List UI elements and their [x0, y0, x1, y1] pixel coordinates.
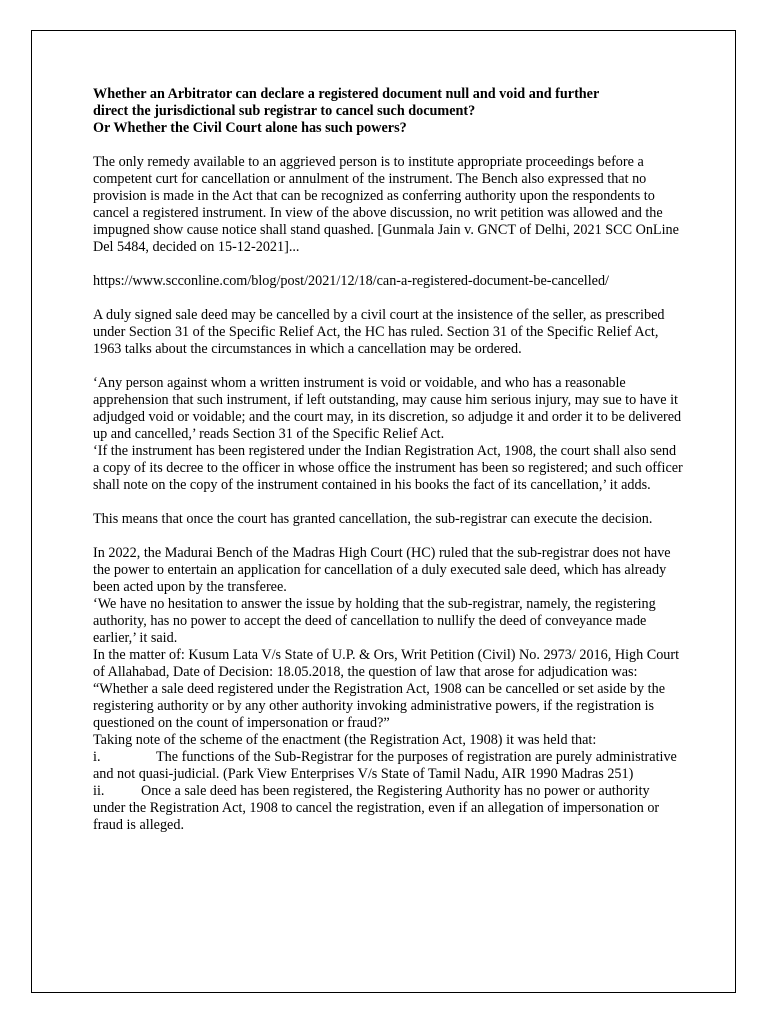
paragraph-sale-deed: A duly signed sale deed may be cancelled by a civil court at the insistence of the seller, as prescribed under Section 31 of the Specific Relief Act, the HC has ruled. Section 31 of the Specific Relief Act, 1963 talks about the circumstances in which a cancellation may be ordered. — [93, 307, 665, 357]
list-marker: i. — [93, 749, 101, 765]
heading-line-2: direct the jurisdictional sub registrar to cancel such document? — [93, 103, 476, 119]
paragraph-remedy: The only remedy available to an aggrieved person is to institute appropriate proceedings before a competent curt for cancellation or annulment of the instrument. The Bench also expressed that no provision is made in the Act that can be recognized as conferring authority upon the respondents to cancel a registered instrument. In view of the above discussion, no writ petition was allowed and the impugned show cause notice shall stand quashed. [Gunmala Jain v. GNCT of Delhi, 2021 SCC OnLine Del 5484, decided on 15-12-2021]... — [93, 154, 679, 255]
document-body — [93, 86, 683, 834]
list-item-text: Once a sale deed has been registered, the Registering Authority has no power or authority under the Registration Act, 1908 to cancel the registration, even if an allegation of impersonation or fraud is alleged. — [93, 783, 660, 833]
list-item-text: The functions of the Sub-Registrar for the purposes of registration are purely administrative and not quasi-judicial. (Park View Enterprises V/s State of Tamil Nadu, AIR 1990 Madras 251) — [93, 749, 677, 782]
paragraph-registration-quote: ‘If the instrument has been registered under the Indian Registration Act, 1908, the court shall also send a copy of its decree to the officer in whose office the instrument has been so registered; and such officer shall note on the copy of the instrument contained in his books the fact of its cancellation,’ it adds. — [93, 443, 683, 493]
paragraph-madurai-bench: In 2022, the Madurai Bench of the Madras High Court (HC) ruled that the sub-registrar does not have the power to entertain an application for cancellation of a duly executed sale deed, which has already been acted upon by the transferee. — [93, 545, 671, 595]
paragraph-kusum-lata: In the matter of: Kusum Lata V/s State of U.P. & Ors, Writ Petition (Civil) No. 2973/ 2016, High Court of Allahabad, Date of Decision: 18.05.2018, the question of law that arose for adjudication was: — [93, 647, 680, 680]
source-url: https://www.scconline.com/blog/post/2021/12/18/can-a-registered-document-be-cancelled/ — [93, 273, 609, 289]
list-item — [93, 749, 683, 783]
paragraph-hc-quote: ‘We have no hesitation to answer the issue by holding that the sub-registrar, namely, the registering authority, has no power to accept the deed of cancellation to nullify the deed of conveyance made earlier,’ it said. — [93, 596, 656, 646]
list-marker: ii. — [93, 783, 105, 799]
document-heading — [93, 86, 683, 137]
list-item — [93, 783, 683, 834]
heading-line-1: Whether an Arbitrator can declare a registered document null and void and further — [93, 86, 600, 102]
heading-line-3: Or Whether the Civil Court alone has such powers? — [93, 120, 407, 136]
paragraph-question-of-law: “Whether a sale deed registered under the Registration Act, 1908 can be cancelled or set aside by the registering authority or by any other authority invoking administrative powers, if the registration is questioned on the count of impersonation or fraud?” — [93, 681, 665, 731]
paragraph-held-that: Taking note of the scheme of the enactment (the Registration Act, 1908) it was held that: — [93, 732, 597, 748]
paragraph-section-31-quote: ‘Any person against whom a written instrument is void or voidable, and who has a reasonable apprehension that such instrument, if left outstanding, may cause him serious injury, may sue to have it adjudged void or voidable; and the court may, in its discretion, so adjudge it and order it to be delivered up and cancelled,’ reads Section 31 of the Specific Relief Act. — [93, 375, 682, 442]
paragraph-court-cancellation: This means that once the court has granted cancellation, the sub-registrar can execute the decision. — [93, 511, 653, 527]
